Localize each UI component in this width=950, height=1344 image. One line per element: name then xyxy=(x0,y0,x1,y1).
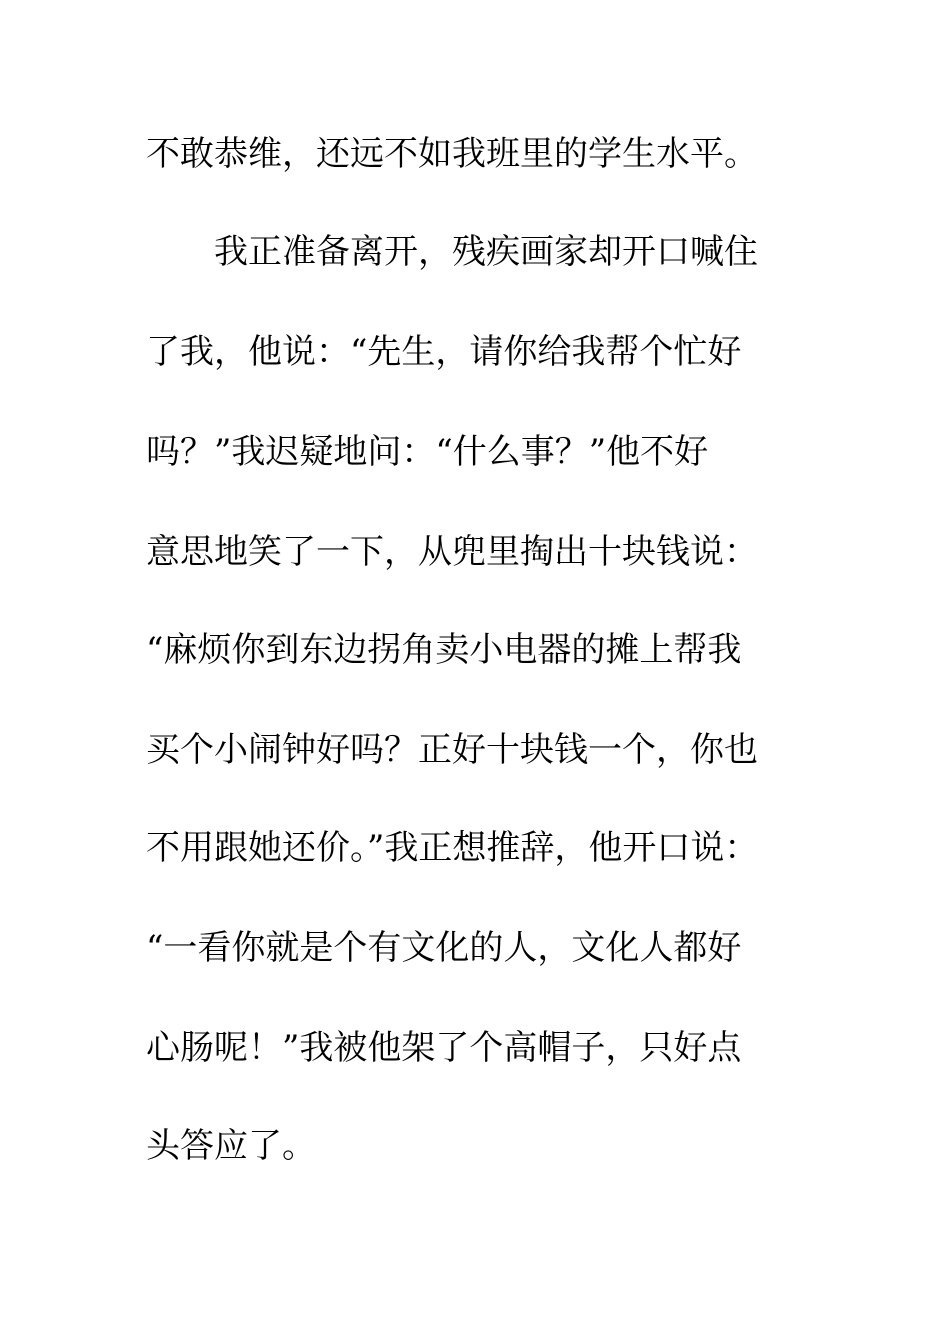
text-line-9: “一看你就是个有文化的人，文化人都好 xyxy=(146,928,742,968)
text-line-4: 吗？”我迟疑地问：“什么事？”他不好 xyxy=(146,432,709,472)
text-line-10: 心肠呢！”我被他架了个高帽子，只好点 xyxy=(146,1028,742,1068)
text-line-1: 不敢恭维，还远不如我班里的学生水平。 xyxy=(146,134,758,174)
text-line-5: 意思地笑了一下，从兜里掏出十块钱说： xyxy=(146,532,758,572)
text-line-7: 买个小闹钟好吗？正好十块钱一个，你也 xyxy=(146,730,758,770)
text-line-8: 不用跟她还价。”我正想推辞，他开口说： xyxy=(146,828,759,868)
text-line-6: “麻烦你到东边拐角卖小电器的摊上帮我 xyxy=(146,630,742,670)
text-line-11: 头答应了。 xyxy=(146,1126,316,1166)
text-line-3: 了我，他说：“先生，请你给我帮个忙好 xyxy=(146,332,742,372)
paragraph-start-line: 我正准备离开，残疾画家却开口喊住 xyxy=(214,232,758,272)
